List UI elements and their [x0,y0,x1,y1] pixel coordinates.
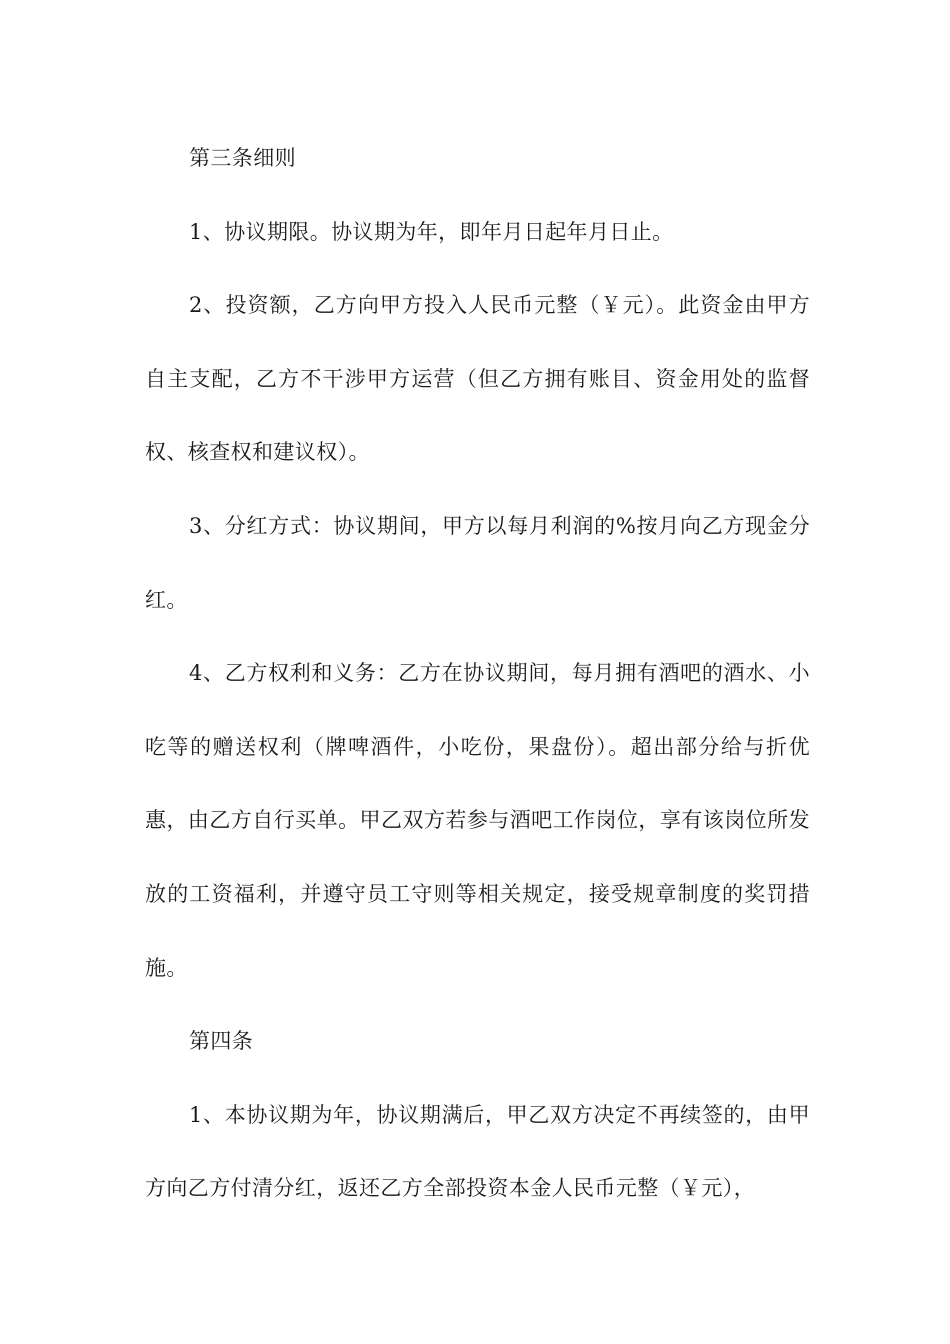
clause-3-4-rights-duties: 4、乙方权利和义务：乙方在协议期间，每月拥有酒吧的酒水、小吃等的赠送权利（牌啤酒件，小吃份，果盘份）。超出部分给与折优惠，由乙方自行买单。甲乙双方若参与酒吧工作岗位，享有该岗位所发放的工资福利，并遵守员工守则等相关规定，接受规章制度的奖罚措施。 [145,661,810,980]
clause-4-1-expiry: 1、本协议期为年，协议期满后，甲乙双方决定不再续签的，由甲方向乙方付清分红，返还乙方全部投资本金人民币元整（￥元）， [145,1102,810,1201]
clause-3-3-dividend: 3、分红方式：协议期间，甲方以每月利润的%按月向乙方现金分红。 [145,513,810,612]
section-heading-article-3: 第三条细则 [189,146,296,170]
clause-3-1-term: 1、协议期限。协议期为年，即年月日起年月日止。 [189,219,674,244]
clause-3-2-investment: 2、投资额，乙方向甲方投入人民币元整（￥元）。此资金由甲方自主支配，乙方不干涉甲方运营（但乙方拥有账目、资金用处的监督权、核查权和建议权）。 [145,293,810,465]
document-body [145,122,810,1226]
section-heading-article-4: 第四条 [189,1029,254,1054]
